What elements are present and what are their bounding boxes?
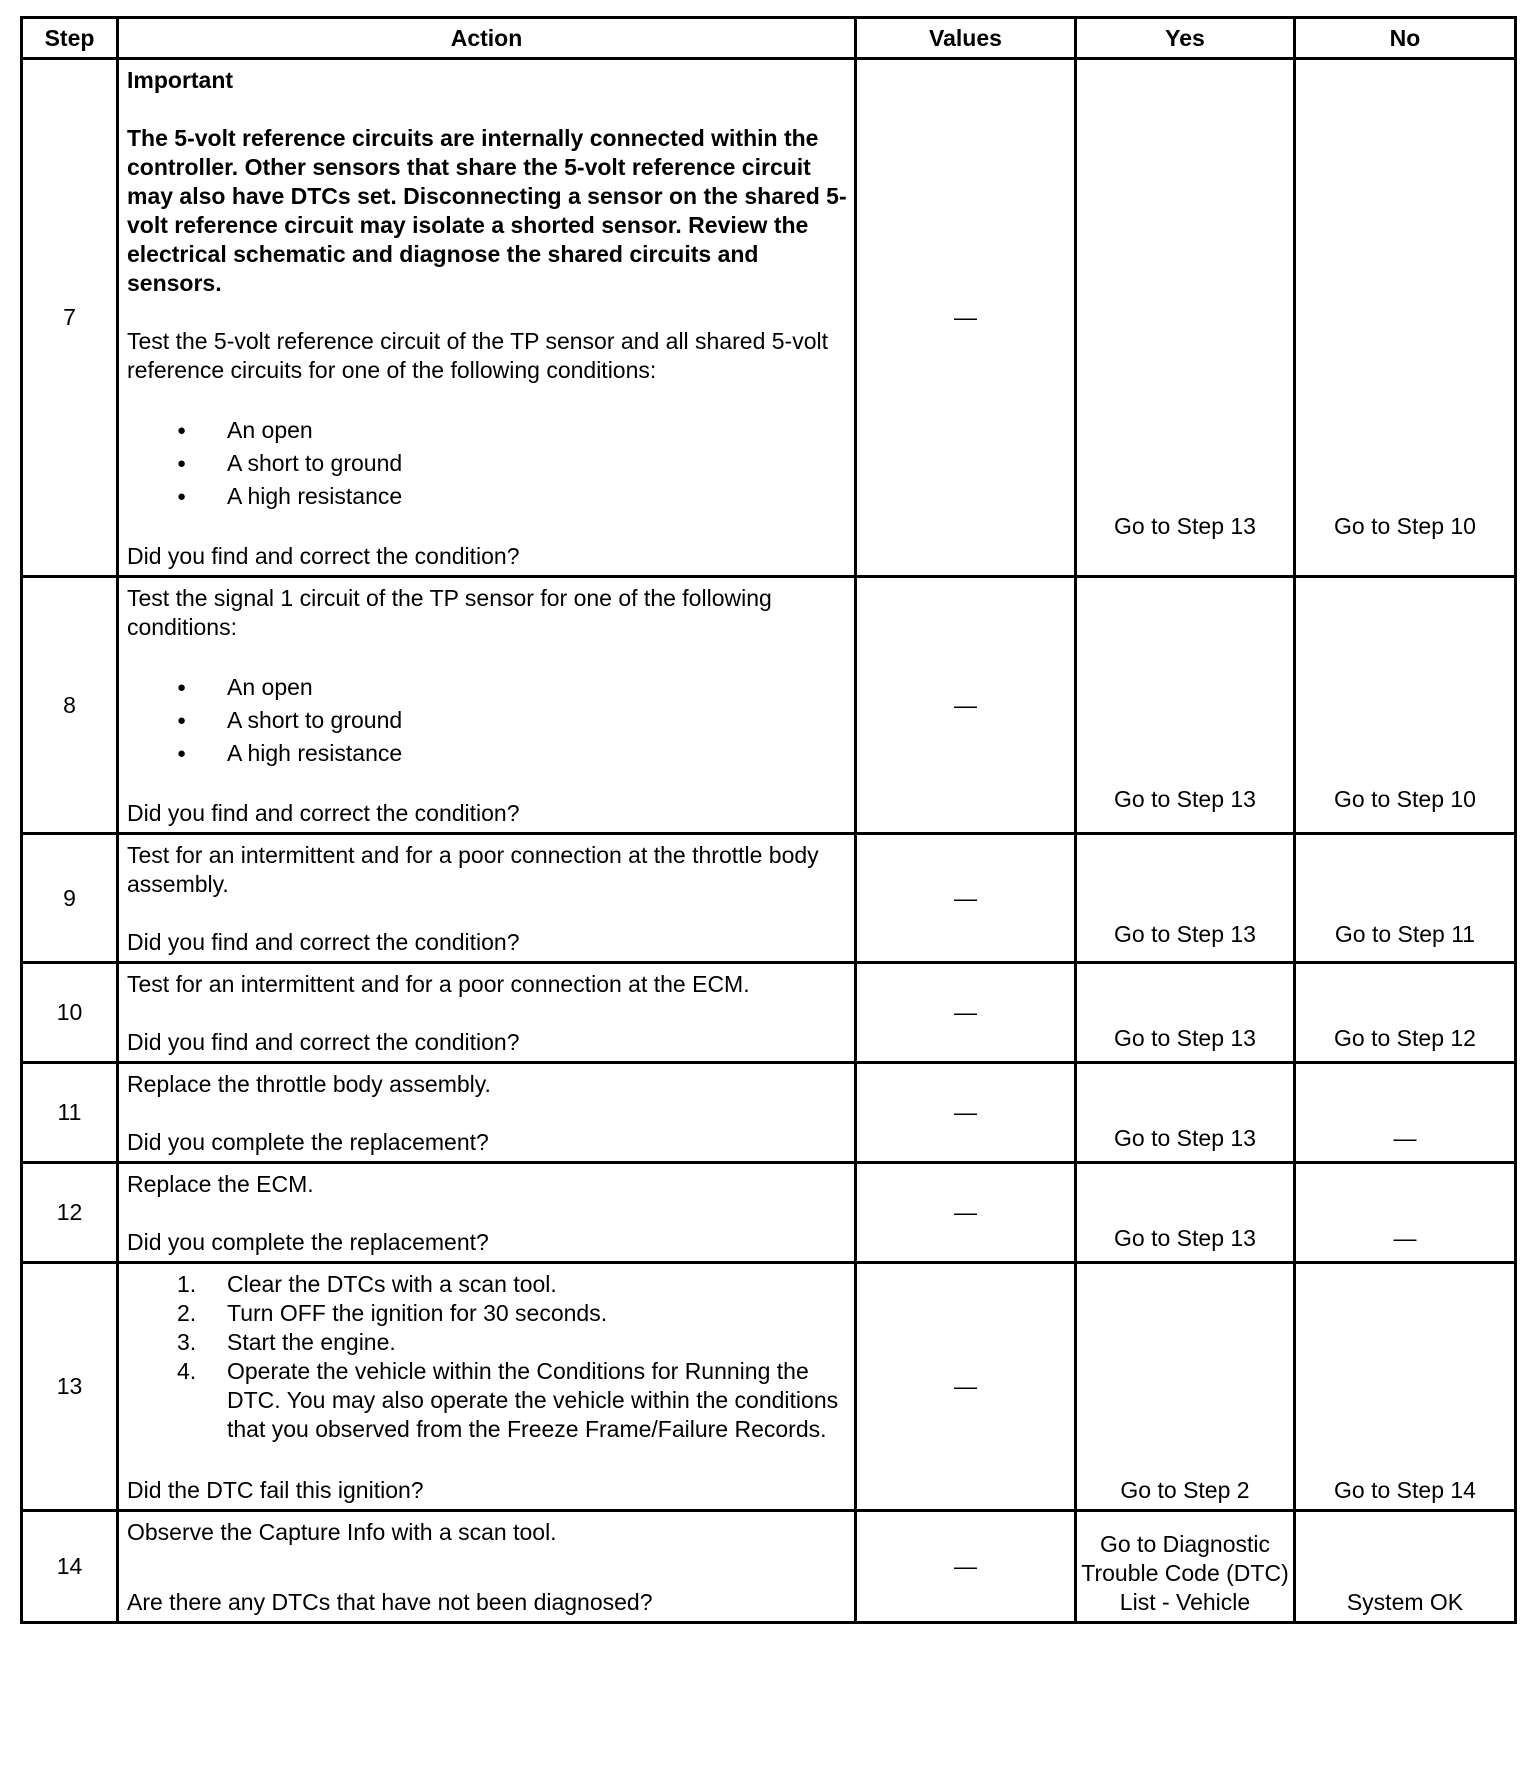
no-result: Go to Step 10 [1334,786,1476,812]
condition-item: ● A high resistance [127,737,850,770]
action-question: Did you find and correct the condition? [127,1029,520,1055]
action-instruction: Test the 5-volt reference circuit of the TP sensor and all shared 5-volt reference circuits for one of the following conditions: [127,328,829,383]
condition-item: ● An open [127,414,850,447]
action-cell [118,1511,856,1623]
step-number: 10 [22,963,118,1063]
table-row [22,1063,1516,1163]
condition-item: ● A short to ground [127,704,850,737]
no-result: Go to Step 14 [1334,1477,1476,1503]
no-result: — [1393,1125,1417,1151]
action-body [127,1070,850,1128]
table-row [22,1163,1516,1263]
header-step: Step [22,18,118,59]
values-text: — [954,304,977,330]
no-result: Go to Step 11 [1334,921,1476,947]
yes-result: Go to Step 13 [1114,1125,1256,1151]
no-cell [1295,963,1516,1063]
header-action: Action [118,18,856,59]
no-result: Go to Step 10 [1334,513,1476,539]
procedure-text: Turn OFF the ignition for 30 seconds. [227,1300,608,1326]
table-row [22,1263,1516,1511]
procedure-text: Clear the DTCs with a scan tool. [227,1271,557,1297]
procedure-number: 3. [177,1329,197,1355]
yes-result: Go to Step 2 [1120,1477,1250,1503]
yes-result: Go to Step 13 [1114,1025,1256,1051]
yes-cell [1076,834,1295,963]
procedure-item [127,1357,850,1444]
yes-result: Go to Step 13 [1114,1225,1256,1251]
yes-result: Go to Step 13 [1114,513,1256,539]
action-cell [118,1263,856,1511]
values-cell [856,963,1076,1063]
table-row [22,1511,1516,1623]
condition-item: ● A short to ground [127,447,850,480]
procedure-list [127,1270,850,1444]
procedure-number: 2. [177,1300,197,1326]
values-cell [856,1063,1076,1163]
procedure-item [127,1270,850,1299]
values-cell [856,1163,1076,1263]
condition-list [127,671,850,770]
yes-cell [1076,1163,1295,1263]
action-question: Did the DTC fail this ignition? [127,1477,424,1503]
action-question: Did you find and correct the condition? [127,543,520,569]
condition-list [127,414,850,513]
yes-cell [1076,1511,1295,1623]
action-cell [118,1163,856,1263]
step-number: 14 [22,1511,118,1623]
yes-cell [1076,963,1295,1063]
yes-cell [1076,59,1295,577]
values-text: — [954,1373,977,1399]
no-result: — [1393,1225,1417,1251]
action-body [127,1270,850,1473]
no-result: Go to Step 12 [1334,1025,1476,1051]
diagnostic-table [20,16,1517,1624]
procedure-text: Operate the vehicle within the Conditions for Running the DTC. You may also operate the vehicle within the conditions that you observed from the Freeze Frame/Failure Records. [227,1358,839,1442]
no-cell [1295,834,1516,963]
values-text: — [954,999,977,1025]
action-question: Are there any DTCs that have not been diagnosed? [127,1589,653,1615]
values-cell [856,59,1076,577]
no-cell [1295,1063,1516,1163]
action-instruction: Observe the Capture Info with a scan tool. [127,1519,557,1545]
no-cell [1295,59,1516,577]
values-cell [856,1263,1076,1511]
no-cell [1295,1263,1516,1511]
action-body [127,66,850,542]
step-number: 9 [22,834,118,963]
no-cell [1295,577,1516,834]
values-text: — [954,691,977,718]
action-body [127,1170,850,1228]
action-body [127,1518,850,1576]
procedure-number: 1. [177,1271,197,1297]
action-cell [118,577,856,834]
condition-item: ● An open [127,671,850,704]
table-row [22,577,1516,834]
action-question: Did you find and correct the condition? [127,929,520,955]
procedure-text: Start the engine. [227,1329,396,1355]
no-cell [1295,1511,1516,1623]
action-instruction: Test for an intermittent and for a poor connection at the throttle body assembly. [127,842,819,897]
step-number: 8 [22,577,118,834]
values-text: — [954,1553,977,1579]
yes-result: Go to Diagnostic Trouble Code (DTC) List - Vehicle [1081,1531,1289,1615]
action-body [127,970,850,1028]
condition-item: ● A high resistance [127,480,850,513]
action-body [127,584,850,799]
action-cell [118,59,856,577]
header-yes: Yes [1076,18,1295,59]
header-no: No [1295,18,1516,59]
action-instruction: Test the signal 1 circuit of the TP sensor for one of the following conditions: [127,585,772,640]
table-row [22,963,1516,1063]
values-text: — [954,1199,977,1225]
no-cell [1295,1163,1516,1263]
header-row [22,18,1516,59]
procedure-item [127,1328,850,1357]
yes-result: Go to Step 13 [1114,786,1256,812]
table-row [22,834,1516,963]
important-text: The 5-volt reference circuits are internally connected within the controller. Other sensors that share the 5-volt reference circuit may also have DTCs set. Disconnecting a sensor on the shared 5-volt reference circuit may isolate a shorted sensor. Review the electrical schematic and diagnose the shared circuits and sensors. [127,125,847,296]
yes-result: Go to Step 13 [1114,921,1256,947]
no-result: System OK [1346,1589,1464,1615]
action-instruction: Replace the throttle body assembly. [127,1071,491,1097]
step-number: 12 [22,1163,118,1263]
action-question: Did you complete the replacement? [127,1129,489,1155]
values-text: — [954,1099,977,1125]
values-cell [856,577,1076,834]
procedure-number: 4. [177,1358,197,1384]
yes-cell [1076,577,1295,834]
action-body [127,841,850,928]
action-instruction: Test for an intermittent and for a poor connection at the ECM. [127,971,750,997]
important-label: Important [127,67,234,93]
procedure-item [127,1299,850,1328]
action-question: Did you complete the replacement? [127,1229,489,1255]
action-question: Did you find and correct the condition? [127,800,520,826]
action-instruction: Replace the ECM. [127,1171,314,1197]
table-row [22,59,1516,577]
values-cell [856,1511,1076,1623]
action-cell [118,834,856,963]
step-number: 11 [22,1063,118,1163]
yes-cell [1076,1063,1295,1163]
values-cell [856,834,1076,963]
yes-cell [1076,1263,1295,1511]
values-text: — [954,884,977,911]
header-values: Values [856,18,1076,59]
action-cell [118,963,856,1063]
step-number: 13 [22,1263,118,1511]
step-number: 7 [22,59,118,577]
action-cell [118,1063,856,1163]
